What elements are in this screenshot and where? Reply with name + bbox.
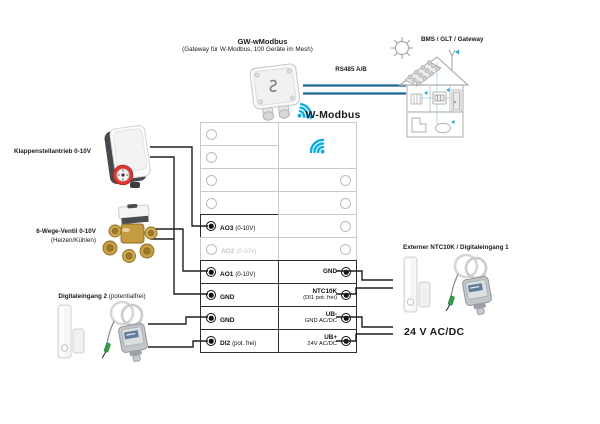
cable-sensor-illustration — [438, 250, 500, 316]
terminal-name: GND — [220, 317, 235, 324]
sensor-body — [118, 323, 150, 362]
antenna-icon — [449, 50, 455, 70]
terminal-empty-left-4 — [200, 191, 279, 215]
valve-label-main: 6-Wege-Ventil 0-10V — [36, 228, 96, 235]
terminal-empty-left-1 — [200, 122, 279, 146]
terminal-point-icon — [206, 336, 216, 346]
terminal-point-icon — [206, 221, 216, 231]
terminal-name: UB- — [325, 311, 337, 319]
terminal-point-icon — [340, 198, 351, 209]
terminal-detail: (0-10V) — [236, 249, 257, 255]
terminal-point-icon — [206, 244, 217, 255]
terminal-empty-right-1 — [278, 168, 357, 192]
terminal-point-icon — [341, 267, 351, 277]
terminal-label — [307, 334, 337, 348]
terminal-point-icon — [206, 129, 217, 140]
terminal-name: NTC10K — [312, 288, 337, 296]
valve-body — [103, 224, 157, 263]
radiator-icon — [411, 94, 422, 104]
sensor-body — [462, 276, 494, 316]
terminal-detail: (DI1 pot. frei) — [303, 295, 337, 302]
terminal-ub-plus — [278, 329, 357, 353]
probe-tip — [102, 343, 111, 360]
terminal-block — [200, 122, 357, 354]
sun-icon — [391, 37, 413, 59]
terminal-ao3 — [200, 214, 279, 238]
terminal-name: AO2 — [221, 248, 235, 255]
terminal-detail: (pot. frei) — [232, 341, 257, 347]
terminal-point-icon — [341, 290, 351, 300]
wifi-icon — [303, 131, 333, 161]
terminal-point-icon — [206, 313, 216, 323]
wireless-signal-cell — [278, 122, 357, 169]
terminal-empty-right-2 — [278, 191, 357, 215]
wmodbus-label: W-Modbus — [305, 109, 361, 121]
rotary-knob-icon — [113, 165, 133, 185]
terminal-gnd-left-2 — [200, 306, 279, 330]
magnet-part — [73, 329, 84, 353]
terminal-point-icon — [340, 175, 351, 186]
terminal-ub-minus — [278, 306, 357, 330]
terminal-point-icon — [206, 198, 217, 209]
terminal-name: AO3 — [220, 225, 234, 232]
damper-actuator-illustration — [100, 120, 162, 190]
rs485-label: RS485 A/B — [335, 66, 367, 73]
signal-mark-icon — [455, 50, 459, 55]
terminal-detail: GND AC/DC — [304, 318, 337, 325]
di2-label-sub: (potentialfrei) — [107, 293, 146, 300]
door-icon — [452, 90, 461, 112]
door-contact-illustration — [52, 302, 90, 364]
terminal-detail: 24V AC/DC — [307, 341, 337, 348]
probe-wire — [107, 321, 114, 344]
terminal-point-icon — [206, 267, 216, 277]
terminal-point-icon — [206, 152, 217, 163]
terminal-name: GND — [323, 268, 337, 276]
terminal-point-icon — [206, 290, 216, 300]
door-contact-illustration — [398, 254, 436, 318]
valve-actuator — [118, 204, 150, 224]
terminal-point-icon — [340, 244, 351, 255]
terminal-point-icon — [341, 313, 351, 323]
six-way-valve-label — [16, 227, 96, 245]
terminal-ao1 — [200, 260, 279, 284]
terminal-gnd-right — [278, 260, 357, 284]
terminal-ao2-inactive — [200, 237, 279, 261]
magnet-part — [419, 282, 430, 307]
six-way-valve-illustration — [94, 204, 164, 266]
damper-actuator-label: Klappenstellantrieb 0-10V — [14, 148, 91, 155]
terminal-point-icon — [206, 175, 217, 186]
terminal-point-icon — [341, 336, 351, 346]
probe-tip — [446, 296, 455, 313]
power-supply-label: 24 V AC/DC — [404, 326, 465, 338]
terminal-point-icon — [340, 221, 351, 232]
terminal-gnd-left-1 — [200, 283, 279, 307]
gateway-title: GW-wModbus — [237, 37, 288, 46]
digital-input-2-label — [52, 293, 152, 300]
terminal-empty-right-3 — [278, 214, 357, 238]
screw-icon — [258, 100, 262, 104]
gateway-subtitle: (Gateway für W-Modbus, 100 Geräte im Mesh) — [182, 46, 313, 53]
terminal-empty-left-2 — [200, 145, 279, 169]
terminal-name: DI2 — [220, 340, 231, 347]
terminal-label — [303, 288, 337, 302]
terminal-name: UB+ — [324, 334, 337, 342]
external-ntc-label: Externer NTC10K / Digitaleingang 1 — [403, 244, 509, 251]
terminal-name: GND — [220, 294, 235, 301]
terminal-detail: (0-10V) — [235, 272, 256, 278]
wire-di2-signal — [148, 341, 208, 347]
terminal-detail: (0-10V) — [235, 226, 256, 232]
di2-label-main: Digitaleingang 2 — [58, 293, 108, 300]
terminal-label — [305, 311, 337, 325]
controller-icon — [433, 92, 446, 104]
terminal-empty-left-3 — [200, 168, 279, 192]
terminal-label — [323, 268, 337, 275]
terminal-empty-right-4 — [278, 237, 357, 261]
probe-wire — [451, 274, 458, 297]
terminal-di2 — [200, 329, 279, 353]
wire-di2-gnd — [148, 317, 208, 324]
bms-label: BMS / GLT / Gateway — [421, 36, 484, 43]
screw-icon — [287, 69, 291, 73]
cable-sensor-illustration — [92, 298, 154, 362]
tank-icon — [436, 123, 451, 133]
valve-label-sub: (Heizen/Kühlen) — [50, 237, 96, 244]
connector — [130, 182, 140, 188]
terminal-ntc10k — [278, 283, 357, 307]
terminal-name: AO1 — [220, 271, 234, 278]
screw-icon — [255, 73, 259, 77]
